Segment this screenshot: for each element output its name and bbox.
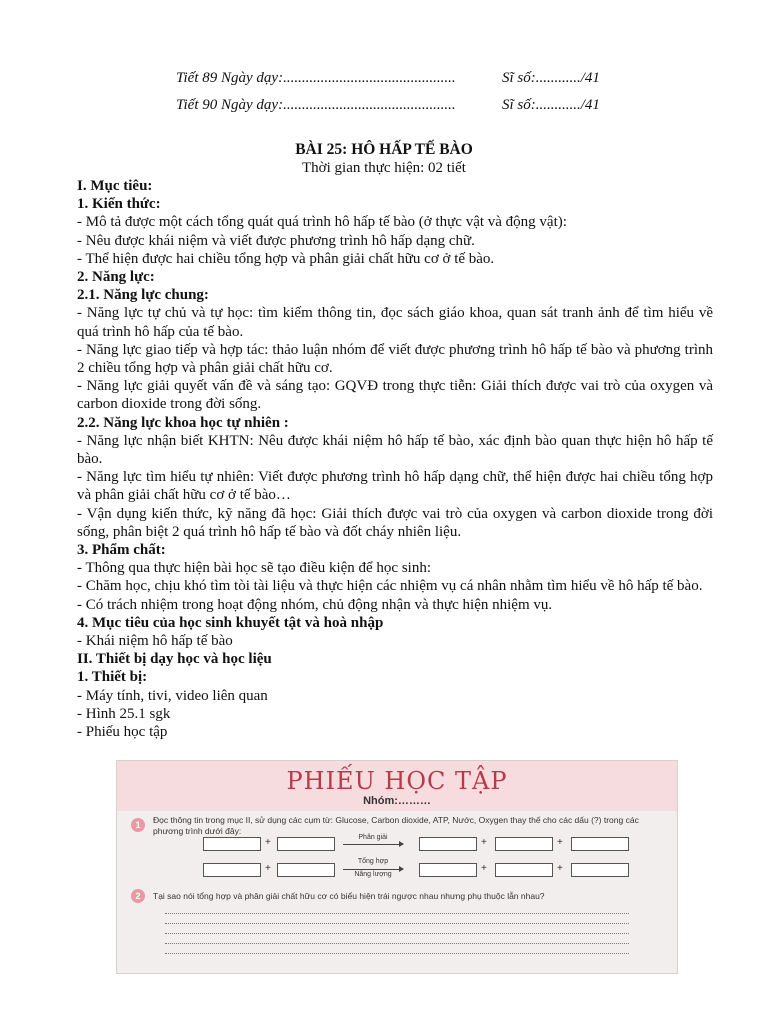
- section-heading: I. Mục tiêu:: [77, 178, 153, 194]
- plus-sign: +: [557, 837, 563, 848]
- question-2-text: Tại sao nói tổng hợp và phân giải chất hữu cơ có biểu hiện trái ngược nhau nhưng phụ thuộc lẫn nhau?: [153, 891, 545, 901]
- body-paragraph: - Năng lực tìm hiểu tự nhiên: Viết được phương trình hô hấp dạng chữ, thể hiện được hai chiều tổng hợp và phân giải chất hữu cơ ở tế bào…: [77, 469, 713, 504]
- arrow-label-breakdown: Phân giải: [358, 834, 388, 841]
- section-heading: II. Thiết bị dạy học và học liệu: [77, 651, 272, 668]
- answer-line[interactable]: [165, 933, 629, 934]
- body-paragraph: - Mô tả được một cách tổng quát quá trình hô hấp tế bào (ở thực vật và động vật):: [77, 214, 567, 231]
- question-number-badge: 1: [131, 818, 145, 832]
- class-size-field: Sĩ số:............/41: [502, 97, 600, 113]
- answer-line[interactable]: [165, 953, 629, 954]
- lesson-body: [77, 177, 713, 741]
- arrow-label-synthesis: Tổng hợp: [357, 858, 389, 865]
- answer-box[interactable]: [419, 837, 477, 851]
- section-heading: 3. Phẩm chất:: [77, 542, 166, 559]
- answer-box[interactable]: [571, 863, 629, 877]
- answer-box[interactable]: [495, 837, 553, 851]
- body-paragraph: - Có trách nhiệm trong hoạt động nhóm, chủ động nhận và thực hiện nhiệm vụ.: [77, 596, 553, 613]
- answer-box[interactable]: [571, 837, 629, 851]
- section-heading: 1. Thiết bị:: [77, 669, 148, 686]
- answer-box[interactable]: [277, 863, 335, 877]
- body-paragraph: - Phiếu học tập: [77, 724, 168, 741]
- plus-sign: +: [265, 837, 271, 848]
- question-1-text: Đọc thông tin trong mục II, sử dụng các cụm từ: Glucose, Carbon dioxide, ATP, Nước, Oxygen thay thế cho các dấu (?) trong các phương trình dưới đây:: [153, 815, 639, 836]
- section-heading: 2. Năng lực:: [77, 269, 155, 286]
- answer-box[interactable]: [495, 863, 553, 877]
- answer-line[interactable]: [165, 943, 629, 944]
- answer-box[interactable]: [277, 837, 335, 851]
- body-paragraph: - Thể hiện được hai chiều tổng hợp và phân giải chất hữu cơ ở tế bào.: [77, 250, 495, 267]
- plus-sign: +: [557, 863, 563, 874]
- plus-sign: +: [265, 863, 271, 874]
- section-heading: 2.2. Năng lực khoa học tự nhiên :: [77, 414, 289, 431]
- arrow-label-energy: Năng lượng: [354, 871, 392, 878]
- plus-sign: +: [481, 837, 487, 848]
- worksheet-title: PHIẾU HỌC TẬP: [286, 767, 508, 795]
- body-paragraph: - Chăm học, chịu khó tìm tòi tài liệu và thực hiện các nhiệm vụ cá nhân nhằm tìm hiểu về hô hấp tế bào.: [77, 578, 703, 595]
- teaching-date-field: Ngày dạy:..............................................: [221, 97, 456, 113]
- teaching-date-field: Ngày dạy:..............................................: [221, 70, 456, 86]
- section-heading: 4. Mục tiêu của học sinh khuyết tật và hoà nhập: [77, 614, 384, 631]
- lesson-duration: Thời gian thực hiện: 02 tiết: [302, 160, 466, 176]
- lesson-header-row-2: [176, 97, 600, 114]
- section-heading: 2.1. Năng lực chung:: [77, 287, 209, 304]
- lesson-number: Tiết 90: [176, 97, 218, 113]
- lesson-number: Tiết 89: [176, 70, 218, 86]
- plus-sign: +: [481, 863, 487, 874]
- body-paragraph: - Nêu được khái niệm và viết được phương trình hô hấp dạng chữ.: [77, 232, 475, 249]
- body-paragraph: - Năng lực tự chủ và tự học: tìm kiếm thông tin, đọc sách giáo khoa, quan sát tranh ảnh để tìm hiểu về quá trình hô hấp của tế bào.: [77, 305, 713, 340]
- section-heading: 1. Kiến thức:: [77, 196, 161, 213]
- right-arrow-icon: [343, 844, 403, 845]
- worksheet-image: [116, 760, 678, 974]
- body-paragraph: - Năng lực nhận biết KHTN: Nêu được khái niệm hô hấp tế bào, xác định bào quan thực hiện hô hấp tế bào.: [77, 432, 713, 468]
- question-number-badge: 2: [131, 889, 145, 903]
- body-paragraph: - Hình 25.1 sgk: [77, 705, 171, 722]
- class-size-field: Sĩ số:............/41: [502, 70, 600, 86]
- body-paragraph: - Vận dụng kiến thức, kỹ năng đã học: Giải thích được vai trò của oxygen và carbon dioxide trong đời sống, phân biệt 2 quá trình hô hấp tế bào và đốt cháy nhiên liệu.: [77, 505, 713, 540]
- right-arrow-icon: [343, 869, 403, 870]
- body-paragraph: - Máy tính, tivi, video liên quan: [77, 687, 268, 704]
- lesson-title: BÀI 25: HÔ HẤP TẾ BÀO: [295, 141, 473, 158]
- body-paragraph: - Thông qua thực hiện bài học sẽ tạo điều kiện để học sinh:: [77, 560, 432, 577]
- body-paragraph: - Năng lực giải quyết vấn đề và sáng tạo: GQVĐ trong thực tiễn: Giải thích được vai trò của oxygen và carbon dioxide trong đời sống.: [77, 378, 713, 413]
- answer-box[interactable]: [419, 863, 477, 877]
- answer-line[interactable]: [165, 923, 629, 924]
- lesson-header-row-1: [176, 70, 600, 87]
- body-paragraph: - Khái niệm hô hấp tế bào: [77, 633, 233, 650]
- body-paragraph: - Năng lực giao tiếp và hợp tác: thảo luận nhóm để viết được phương trình hô hấp tế bào và phương trình 2 chiều tổng hợp và phân giải chất hữu cơ.: [77, 341, 713, 377]
- answer-box[interactable]: [203, 863, 261, 877]
- answer-box[interactable]: [203, 837, 261, 851]
- worksheet-group-field: Nhóm:………: [363, 795, 431, 807]
- answer-line[interactable]: [165, 913, 629, 914]
